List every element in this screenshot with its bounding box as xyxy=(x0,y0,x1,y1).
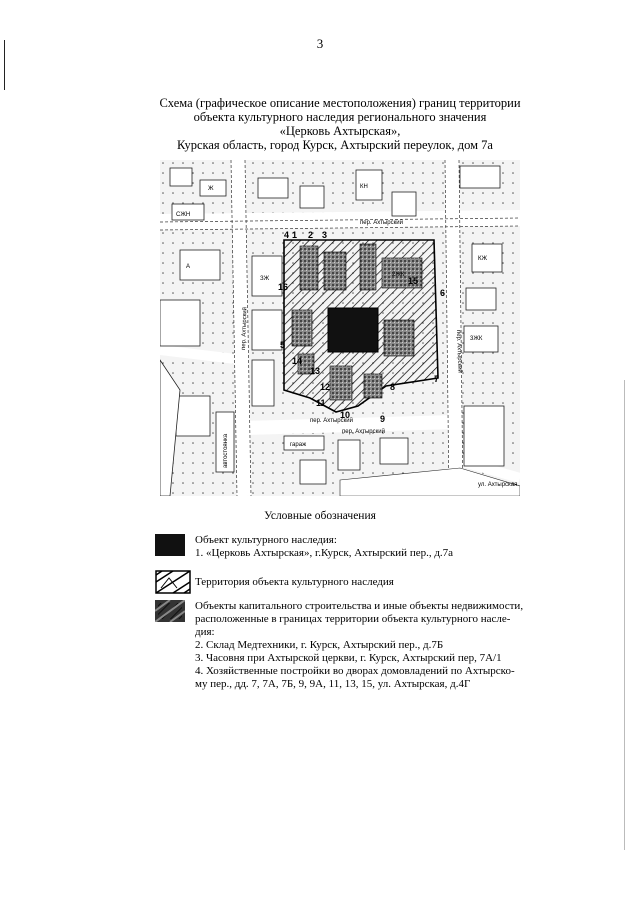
building xyxy=(258,178,288,198)
legend-capital-heading-1: Объекты капитального строительства и иные объекты недвижимости, xyxy=(195,600,524,612)
building-label: КЖ xyxy=(478,256,488,262)
point-label: 14 xyxy=(292,356,303,366)
legend-capital-item: 2. Склад Медтехники, г. Курск, Ахтырский пер., д.7Б xyxy=(195,639,444,651)
capital-objects-swatch xyxy=(155,600,185,622)
point-label: 2 xyxy=(308,230,314,240)
legend-capital-objects xyxy=(155,600,575,710)
church-object xyxy=(328,308,378,352)
legend-heritage-object-item: 1. «Церковь Ахтырская», г.Курск, Ахтырский пер., д.7а xyxy=(195,547,454,559)
building xyxy=(338,440,360,470)
street-label: ул. Ахтырская xyxy=(478,482,518,488)
capital-object xyxy=(324,252,346,290)
right-margin-line xyxy=(624,380,625,850)
point-label: 12 xyxy=(320,382,331,392)
point-label: 8 xyxy=(390,382,396,392)
street-label: пер. Ахтырский xyxy=(310,418,353,424)
capital-object xyxy=(384,320,414,356)
legend-heritage-territory xyxy=(155,570,575,596)
legend-heritage-object-heading: Объект культурного наследия: xyxy=(195,534,337,546)
building-label: Ж xyxy=(208,186,214,192)
point-label: 9 xyxy=(380,414,386,424)
point-label: 3 xyxy=(322,230,328,240)
building-label: ЗЖ xyxy=(260,276,270,282)
point-label: 10 xyxy=(340,410,351,420)
title-line-3: «Церковь Ахтырская», xyxy=(279,124,401,138)
street-label: пер. Ахтырский xyxy=(241,306,249,351)
legend-capital-item: му пер., дд. 7, 7А, 7Б, 9, 9А, 11, 13, 15, ул. Ахтырская, д.4Г xyxy=(195,678,471,690)
street-label: пер. Ахтырский xyxy=(342,429,385,435)
building xyxy=(464,406,504,466)
page-number: 3 xyxy=(316,36,324,51)
building xyxy=(300,186,324,208)
legend-capital-heading-2: расположенные в границах территории объекта культурного насле- xyxy=(195,613,511,625)
point-label: 11 xyxy=(316,398,326,408)
building xyxy=(460,166,500,188)
capital-object xyxy=(364,374,382,398)
point-label: 15 xyxy=(408,276,419,286)
legend-capital-item: 3. Часовня при Ахтырской церкви, г. Курск, Ахтырский пер, 7А/1 xyxy=(195,652,502,664)
building-label: СЖН xyxy=(176,212,191,218)
capital-object xyxy=(360,244,376,290)
building xyxy=(170,168,192,186)
heritage-object-swatch xyxy=(155,534,185,556)
point-label: 1 xyxy=(292,230,298,240)
street-label: пер. Ахтырский xyxy=(455,329,463,373)
title-line-2: объекта культурного наследия регионального значения xyxy=(193,110,487,124)
capital-object xyxy=(292,310,312,346)
road-east xyxy=(452,160,456,496)
document-title xyxy=(130,96,550,152)
capital-object xyxy=(330,366,352,400)
point-label: 13 xyxy=(310,366,321,376)
legend-title: Условные обозначения xyxy=(264,510,376,522)
point-label: 6 xyxy=(440,288,446,298)
street-label: пер. Ахтырский xyxy=(360,220,403,226)
building-label: КН xyxy=(360,184,368,190)
legend-capital-item: 4. Хозяйственные постройки во дворах домовладений по Ахтырско- xyxy=(195,665,515,677)
point-label: 7 xyxy=(434,374,440,384)
legend-heritage-object xyxy=(155,534,575,568)
building xyxy=(176,396,210,436)
point-label: 4 xyxy=(284,230,290,240)
boundary-map xyxy=(160,160,520,496)
point-label: 16 xyxy=(278,282,289,292)
building xyxy=(300,460,326,484)
legend-capital-heading-3: дия: xyxy=(195,626,215,638)
point-label: 5 xyxy=(280,340,286,350)
building xyxy=(466,288,496,310)
building xyxy=(252,310,282,350)
capital-object xyxy=(300,246,318,290)
heritage-territory-swatch xyxy=(155,570,191,594)
building-label: А xyxy=(186,264,191,270)
building-label: 2ЖК xyxy=(392,272,405,278)
title-line-1: Схема (графическое описание местоположения) границ территории xyxy=(159,96,521,110)
building-label: гараж xyxy=(290,442,307,448)
building xyxy=(252,360,274,406)
building xyxy=(392,192,416,216)
building xyxy=(380,438,408,464)
building-label: автостоянка xyxy=(223,433,229,468)
building-label: 3ЖК xyxy=(470,336,483,342)
building xyxy=(160,300,200,346)
legend-heritage-territory-label: Территория объекта культурного наследия xyxy=(195,576,394,588)
title-line-4: Курская область, город Курск, Ахтырский переулок, дом 7а xyxy=(177,138,493,152)
